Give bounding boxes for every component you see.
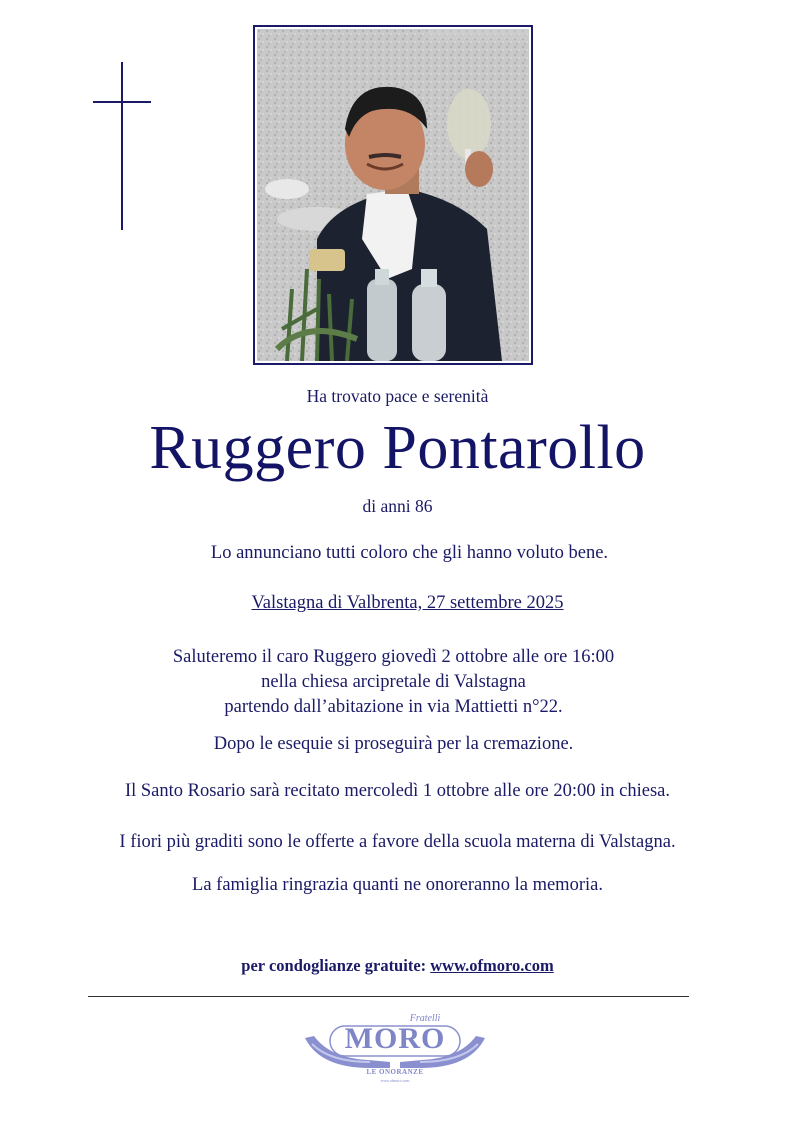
- latin-cross-icon: [93, 62, 151, 230]
- cross-horizontal-bar: [93, 101, 151, 103]
- thanks-text: La famiglia ringrazia quanti ne onoreranno la memoria.: [192, 875, 603, 895]
- service-line-3: partendo dall’abitazione in via Mattietti n°22.: [224, 697, 563, 717]
- logo-site: www.ofmoro.com: [380, 1078, 410, 1083]
- moro-logo: [300, 1010, 490, 1082]
- logo-fratelli: Fratelli: [409, 1013, 441, 1024]
- intro-text: Ha trovato pace e serenità: [306, 386, 489, 406]
- deceased-name: Ruggero Pontarollo: [149, 414, 646, 482]
- rosary-text: Il Santo Rosario sarà recitato mercoledì 1 ottobre alle ore 20:00 in chiesa.: [124, 781, 671, 801]
- cross-vertical-bar: [121, 62, 123, 230]
- logo-moro: MORO: [344, 1022, 446, 1055]
- logo-onoranze: LE ONORANZE: [366, 1068, 424, 1076]
- announcement-text: Lo annunciano tutti coloro che gli hanno voluto bene.: [210, 543, 609, 563]
- service-line-2: nella chiesa arcipretale di Valstagna: [261, 672, 526, 692]
- cremation-text: Dopo le esequie si proseguirà per la cremazione.: [213, 734, 574, 754]
- place-date-text: Valstagna di Valbrenta, 27 settembre 2025: [251, 593, 564, 613]
- age-text: di anni 86: [362, 496, 433, 516]
- condolences-label: per condoglianze gratuite:: [241, 956, 427, 975]
- portrait-photo: [257, 29, 529, 361]
- place-date: [10, 593, 795, 614]
- divider-line: [88, 996, 689, 997]
- flowers-text: I fiori più graditi sono le offerte a favore della scuola materna di Valstagna.: [119, 832, 676, 852]
- condolences-link[interactable]: www.ofmoro.com: [430, 956, 554, 975]
- service-line-1: Saluteremo il caro Ruggero giovedì 2 ottobre alle ore 16:00: [172, 647, 615, 667]
- condolences-line: [0, 956, 795, 976]
- portrait-frame: [253, 25, 533, 365]
